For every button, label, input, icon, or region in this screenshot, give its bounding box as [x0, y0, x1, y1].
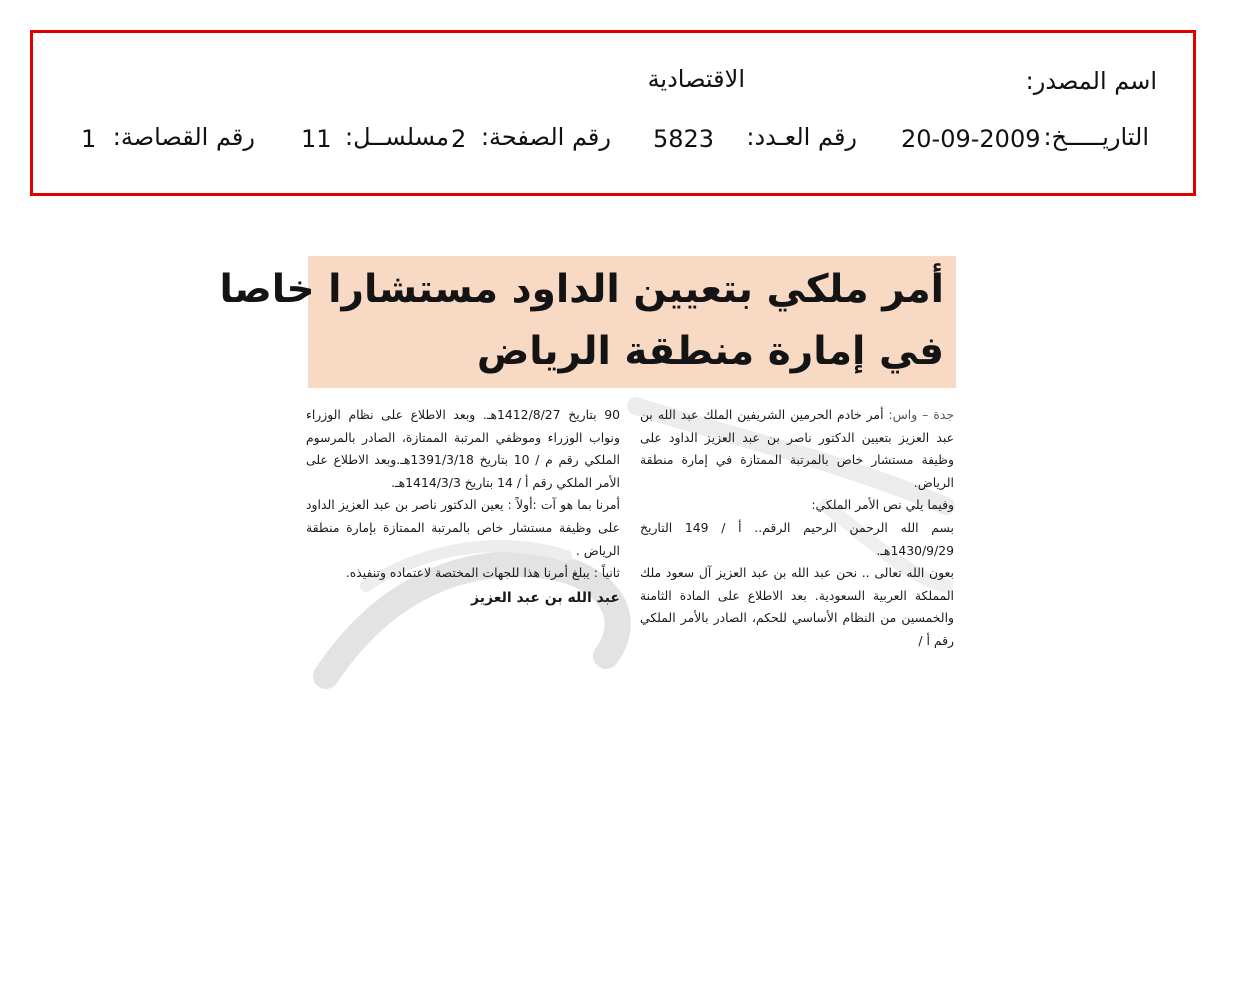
clip-label: رقم القصاصة:	[112, 123, 255, 151]
signature: عبد الله بن عبد العزيز	[471, 589, 620, 606]
serial-label: مسلســل:	[345, 123, 449, 151]
article-paragraph: بعون الله تعالى .. نحن عبد الله بن عبد العزيز آل سعود ملك المملكة العربية السعودية. بعد الاطلاع على المادة الثامنة والخمسين من النظام الأساسي للحكم، الصادر بالأمر الملكي رقم أ /	[640, 565, 954, 648]
date-value: 20-09-2009	[901, 125, 1041, 153]
article-paragraph: أمرنا بما هو آت :أولاً : يعين الدكتور ناصر بن عبد العزيز الداود على وظيفة مستشار خاص بالمرتبة الممتازة بإمارة منطقة الرياض .	[306, 497, 620, 558]
article-column-right	[640, 404, 954, 653]
newspaper-clipping	[219, 256, 956, 676]
date-label: التاريـــــخ:	[1043, 123, 1149, 151]
source-value: الاقتصادية	[647, 65, 745, 93]
article-paragraph: وفيما يلي نص الأمر الملكي:	[811, 497, 954, 513]
article-paragraph: بسم الله الرحمن الرحيم الرقم.. أ / 149 التاريخ 1430/9/29هـ.	[640, 519, 954, 558]
page-label: رقم الصفحة:	[480, 123, 611, 151]
issue-value: 5823	[653, 125, 715, 153]
page-value: 2	[451, 125, 467, 153]
article-paragraph: 90 بتاريخ 1412/8/27هـ. وبعد الاطلاع على نظام الوزراء ونواب الوزراء وموظفي المرتبة الممتازة، الصادر بالمرسوم الملكي رقم م / 10 بتاريخ 1391/3/18هـ.وبعد الاطلاع على الأمر الملكي رقم أ / 14 بتاريخ 1414/3/3هـ.	[306, 407, 620, 490]
source-info-box	[30, 30, 1196, 196]
article-paragraph	[640, 404, 954, 494]
article-paragraph: ثانياً : يبلغ أمرنا هذا للجهات المختصة لاعتماده وتنفيذه.	[345, 565, 620, 581]
serial-value: 11	[301, 125, 332, 153]
clip-value: 1	[81, 125, 97, 153]
headline-line-1: أمر ملكي بتعيين الداود مستشارا خاصا	[219, 267, 944, 312]
article-column-left	[306, 404, 620, 609]
issue-label: رقم العـدد:	[746, 123, 857, 151]
headline-line-2: في إمارة منطقة الرياض	[476, 329, 944, 374]
dateline: جدة – واس:	[888, 407, 954, 422]
paragraph-text: أمر خادم الحرمين الشريفين الملك عبد الله بن عبد العزيز بتعيين الدكتور ناصر بن عبد العزيز الداود على وظيفة مستشار خاص بالمرتبة الممتازة في إمارة منطقة الرياض.	[640, 407, 954, 490]
source-label: اسم المصدر:	[1025, 67, 1157, 95]
headline-banner	[219, 256, 956, 388]
